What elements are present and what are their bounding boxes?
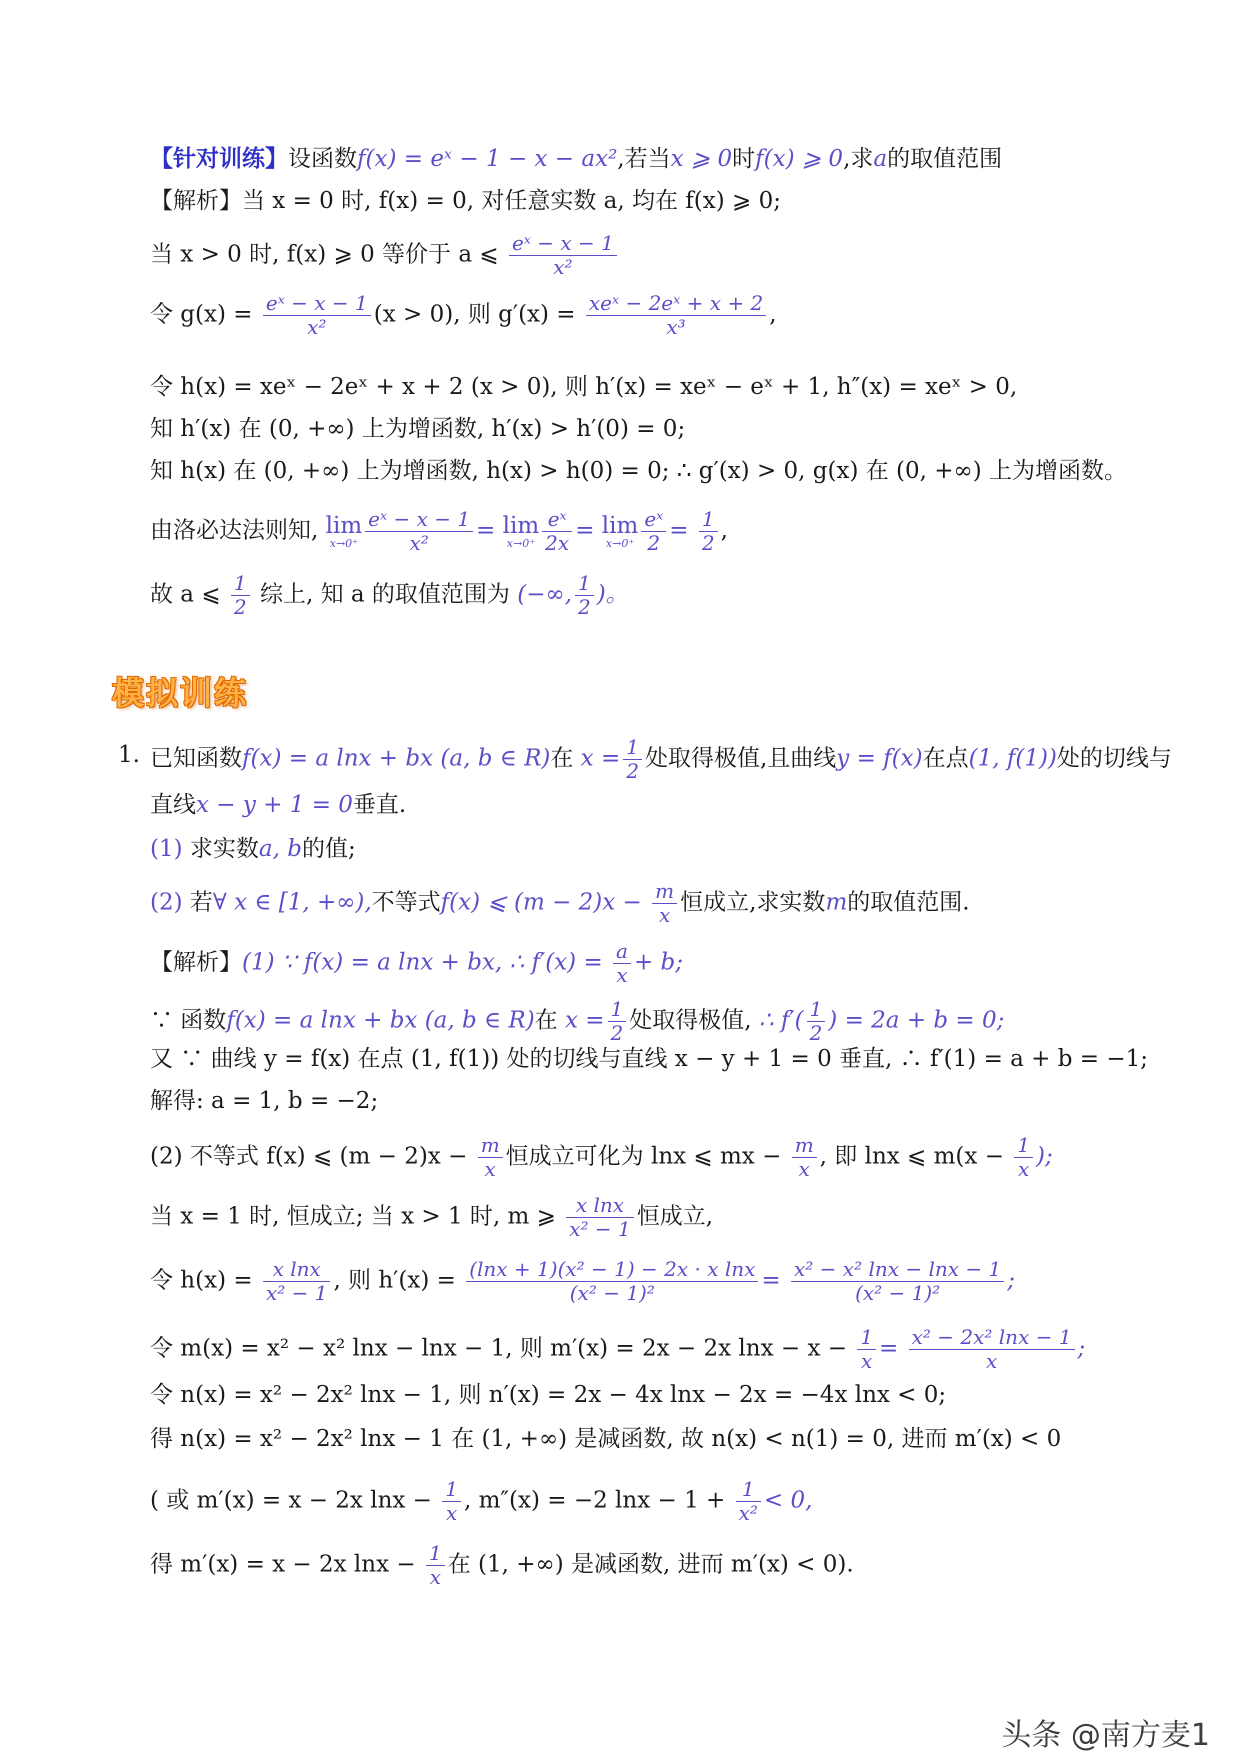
solution-line-7: 令 h(x) = $\frac{\text{x lnx}}{\text{x² − 1}}$ , 则 h′(x) = $\frac{\text{(lnx + 1)(x² − 1) − 2x · x lnx}}{\text{(x² − 1)²}}$ = $\frac{\text{x² − x² lnx − lnx − 1}}{\text{(x² − 1)²}}$ ; <box>150 1257 1015 1305</box>
solution-line-4: 解得: a = 1, b = −2; <box>150 1088 379 1114</box>
solution-line-11: ( 或 m′(x) = x − 2x lnx − $\frac{1}{x}$ , m″(x) = −2 lnx − 1 + $\frac{1}{\text{x²}}$ < 0, <box>150 1477 813 1525</box>
practice-solution-line-7: 由洛必达法则知, lim x→0⁺ $\frac{\text{eˣ − x − 1}}{\text{x²}}$ = lim x→0⁺ $\frac{\text{eˣ}}{2x}$ = lim x→0⁺ $\frac{\text{eˣ}}{2}$ = $\frac{1}{2}$ , <box>150 507 728 555</box>
watermark-text: 头条 @南方麦1 <box>1001 1718 1210 1753</box>
section-title: 模拟训练 <box>112 674 249 712</box>
practice-conclusion: 故 a ⩽ $\frac{1}{2}$ 综上, 知 a 的取值范围为 (−∞, $\frac{1}{2}$ )。 <box>150 571 629 619</box>
question-line-2: 直线x − y + 1 = 0垂直. <box>150 792 407 818</box>
solution-line-3: 又 ∵ 曲线 y = f(x) 在点 (1, f(1)) 处的切线与直线 x − y + 1 = 0 垂直, ∴ f′(1) = a + b = −1; <box>150 1046 1149 1072</box>
practice-solution-line-1: 【解析】当 x = 0 时, f(x) = 0, 对任意实数 a, 均在 f(x) ⩾ 0; <box>150 188 781 214</box>
question-number: 1. <box>118 742 140 768</box>
solution-line-1: 【解析】(1) ∵ f(x) = a lnx + bx, ∴ f′(x) = $\frac{a}{x}$ + b; <box>150 939 684 987</box>
question-line-1: 已知函数f(x) = a lnx + bx (a, b ∈ R)在 x = $\frac{1}{2}$ 处取得极值,且曲线y = f(x)在点(1, f(1))处的切线与 <box>150 735 1172 783</box>
practice-solution-line-3: 令 g(x) = $\frac{\text{eˣ − x − 1}}{\text{x²}}$ (x > 0), 则 g′(x) = $\frac{\text{xeˣ − 2eˣ + x + 2}}{\text{x³}}$ , <box>150 291 777 339</box>
solution-line-10: 得 n(x) = x² − 2x² lnx − 1 在 (1, +∞) 是减函数, 故 n(x) < n(1) = 0, 进而 m′(x) < 0 <box>150 1426 1062 1452</box>
limit: lim x→0⁺ <box>325 512 363 550</box>
solution-line-12: 得 m′(x) = x − 2x lnx − $\frac{1}{x}$ 在 (1, +∞) 是减函数, 进而 m′(x) < 0). <box>150 1541 854 1589</box>
practice-problem: 【针对训练】设函数f(x) = eˣ − 1 − x − ax²,若当x ⩾ 0时f(x) ⩾ 0,求a的取值范围 <box>150 146 1003 172</box>
practice-solution-line-6: 知 h(x) 在 (0, +∞) 上为增函数, h(x) > h(0) = 0; ∴ g′(x) > 0, g(x) 在 (0, +∞) 上为增函数。 <box>150 458 1127 484</box>
practice-solution-line-5: 知 h′(x) 在 (0, +∞) 上为增函数, h′(x) > h′(0) = 0; <box>150 416 686 442</box>
practice-solution-line-2: 当 x > 0 时, f(x) ⩾ 0 等价于 a ⩽ $\frac{\text{eˣ − x − 1}}{\text{x²}}$ <box>150 232 620 279</box>
solution-line-9: 令 n(x) = x² − 2x² lnx − 1, 则 n′(x) = 2x − 4x lnx − 2x = −4x lnx < 0; <box>150 1382 947 1408</box>
question-part-1: (1) 求实数a, b的值; <box>150 836 356 862</box>
practice-tag: 【针对训练】 <box>150 146 288 172</box>
practice-solution-line-4: 令 h(x) = xeˣ − 2eˣ + x + 2 (x > 0), 则 h′(x) = xeˣ − eˣ + 1, h″(x) = xeˣ > 0, <box>150 374 1018 400</box>
fraction: $\frac{\text{eˣ − x − 1}}{\text{x²}}$ <box>263 292 371 339</box>
fraction: $\frac{\text{xeˣ − 2eˣ + x + 2}}{\text{x³}}$ <box>586 292 766 339</box>
question-part-2: (2) 若∀ x ∈ [1, +∞),不等式f(x) ⩽ (m − 2)x − $\frac{m}{x}$ 恒成立,求实数m的取值范围. <box>150 879 970 927</box>
solution-line-2: ∵ 函数f(x) = a lnx + bx (a, b ∈ R)在 x = $\frac{1}{2}$ 处取得极值, ∴ f′( $\frac{1}{2}$ ) = 2a + b = 0; <box>150 997 1005 1045</box>
solution-line-8: 令 m(x) = x² − x² lnx − lnx − 1, 则 m′(x) = 2x − 2x lnx − x − $\frac{1}{x}$ = $\frac{\text{x² − 2x² lnx − 1}}{x}$ ; <box>150 1325 1086 1373</box>
solution-line-6: 当 x = 1 时, 恒成立; 当 x > 1 时, m ⩾ $\frac{\text{x lnx}}{\text{x² − 1}}$ 恒成立, <box>150 1193 714 1241</box>
fraction: $\frac{\text{eˣ − x − 1}}{\text{x²}}$ <box>509 232 617 279</box>
solution-line-5: (2) 不等式 f(x) ⩽ (m − 2)x − $\frac{m}{x}$ 恒成立可化为 lnx ⩽ mx − $\frac{m}{x}$ , 即 lnx ⩽ m(x − $\frac{1}{x}$ ); <box>150 1133 1053 1181</box>
